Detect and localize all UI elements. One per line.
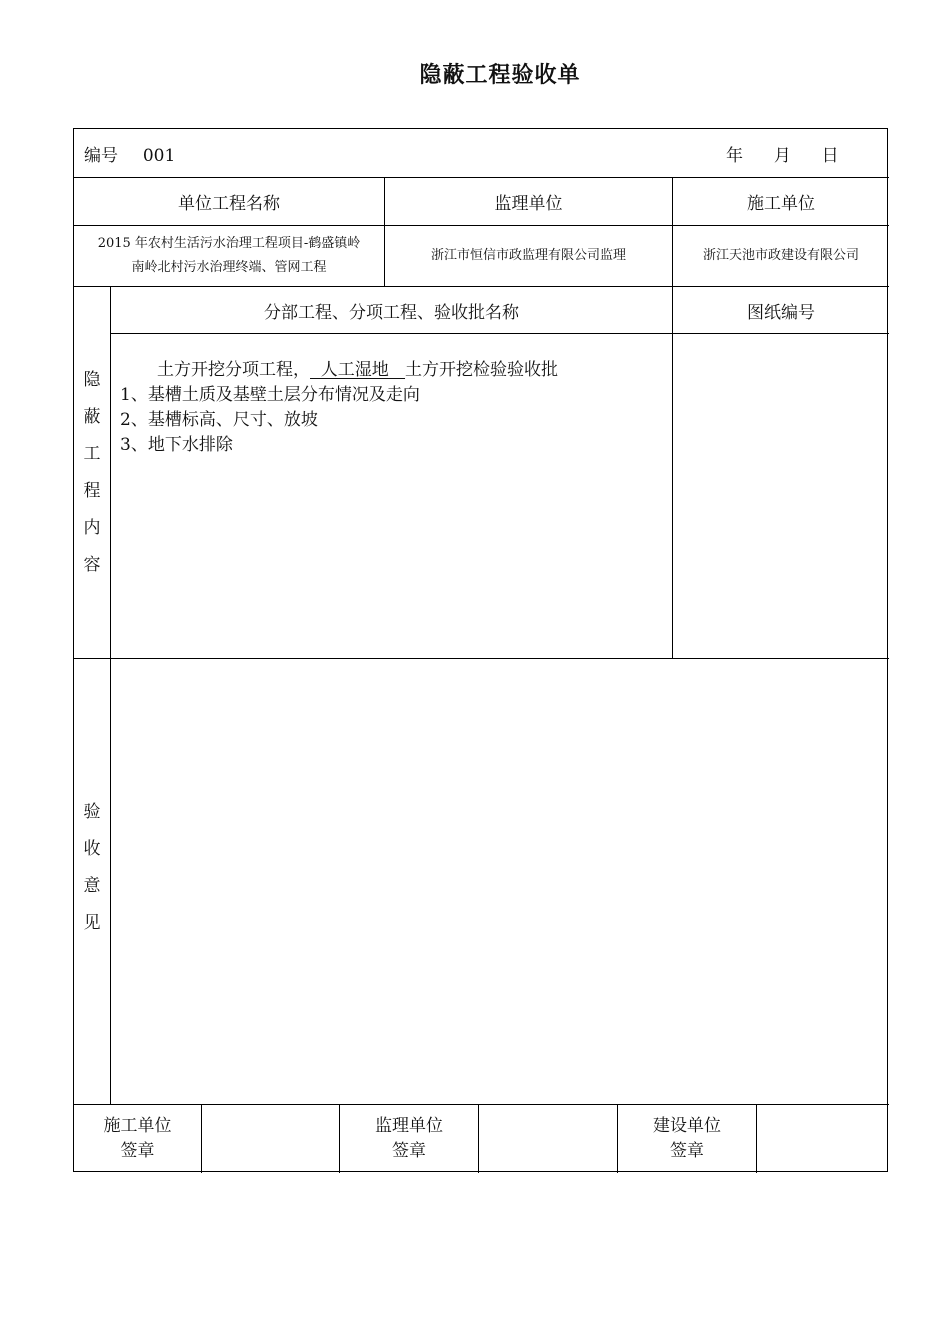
acceptance-opinion-area[interactable]	[111, 659, 889, 1104]
hidden-works-content	[120, 358, 665, 458]
date-field	[726, 141, 839, 166]
project-name-line2: 南岭北村污水治理终端、管网工程	[131, 260, 327, 275]
owner-signature-box[interactable]	[757, 1105, 889, 1173]
line1-prefix: 土方开挖分项工程，	[157, 360, 310, 380]
side-char: 隐	[83, 370, 101, 390]
hidden-works-side-label	[82, 362, 102, 584]
supervision-unit-value: 浙江市恒信市政监理有限公司监理	[430, 248, 626, 263]
date-year: 年	[726, 146, 743, 166]
side-char: 蔽	[83, 407, 101, 427]
side-char: 内	[83, 518, 101, 538]
acceptance-side-label	[82, 794, 102, 942]
supervision-signature-label	[340, 1105, 478, 1173]
side-char: 程	[83, 481, 101, 501]
header-construction-unit: 施工单位	[747, 193, 815, 214]
side-char: 意	[83, 876, 101, 896]
project-name-value	[74, 226, 384, 286]
side-char: 工	[83, 444, 101, 464]
sig-label-line: 建设单位	[653, 1116, 721, 1136]
side-char: 容	[83, 555, 101, 575]
form-number-label: 编号	[84, 146, 118, 166]
header-drawing-number: 图纸编号	[747, 302, 815, 323]
content-item: 3、地下水排除	[120, 435, 233, 455]
sig-label-line: 签章	[120, 1141, 155, 1161]
date-day: 日	[821, 146, 839, 166]
divider	[110, 333, 889, 334]
sig-label-line: 签章	[392, 1141, 426, 1161]
sig-label-line: 监理单位	[375, 1116, 443, 1136]
line1-suffix: 土方开挖检验验收批	[405, 360, 559, 380]
construction-signature-label	[74, 1105, 201, 1173]
construction-unit-value: 浙江天池市政建设有限公司	[702, 248, 859, 263]
form-number	[84, 141, 175, 166]
project-name-line1: 2015 年农村生活污水治理工程项目-鹤盛镇岭	[97, 236, 361, 251]
content-item: 2、基槽标高、尺寸、放坡	[120, 410, 318, 430]
header-supervision-unit: 监理单位	[494, 193, 563, 214]
form-number-value: 001	[142, 146, 176, 166]
supervision-signature-box[interactable]	[479, 1105, 617, 1173]
content-item: 1、基槽土质及基壁土层分布情况及走向	[120, 385, 420, 405]
header-project-name: 单位工程名称	[178, 193, 280, 214]
construction-signature-box[interactable]	[202, 1105, 339, 1173]
header-item-name: 分部工程、分项工程、验收批名称	[264, 302, 519, 323]
side-char: 验	[83, 802, 101, 822]
side-char: 见	[83, 913, 101, 933]
work-location: 人工湿地	[310, 360, 406, 380]
side-char: 收	[83, 839, 101, 859]
content-line-1	[120, 358, 665, 383]
owner-signature-label	[618, 1105, 756, 1173]
sig-label-line: 签章	[670, 1141, 704, 1161]
acceptance-form	[73, 128, 888, 1172]
page-title: 隐蔽工程验收单	[419, 63, 581, 88]
date-month: 月	[773, 146, 791, 166]
sig-label-line: 施工单位	[103, 1116, 172, 1136]
